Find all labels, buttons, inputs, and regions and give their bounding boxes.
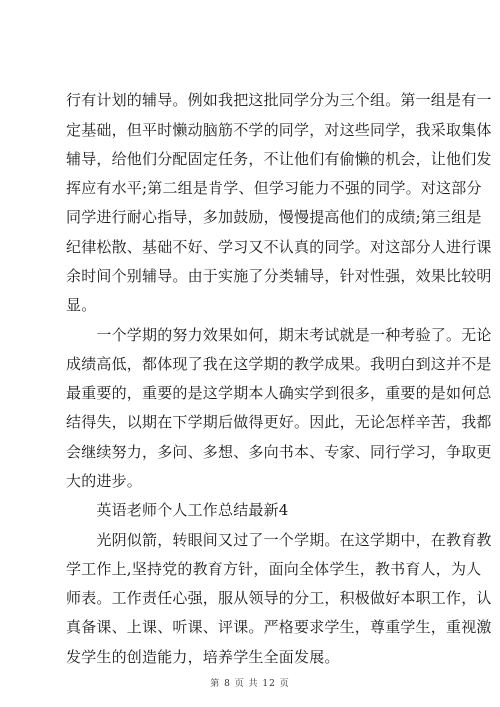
text-line: 定基础，但平时懒动脑筋不学的同学，对这些同学，我采取集体 bbox=[66, 121, 492, 139]
text-line: 大的进步。 bbox=[66, 472, 143, 490]
text-line: 行有计划的辅导。例如我把这批同学分为三个组。第一组是有一 bbox=[66, 91, 492, 109]
text-line: 纪律松散、基础不好、学习又不认真的同学。对这部分人进行课 bbox=[66, 238, 492, 256]
text-line: 同学进行耐心指导，多加鼓励，慢慢提高他们的成绩;第三组是 bbox=[66, 208, 482, 226]
text-line: 学工作上,坚持党的教育方针，面向全体学生，教书育人，为人 bbox=[66, 560, 482, 578]
text-line: 一个学期的努力效果如何，期末考试就是一种考验了。无论 bbox=[66, 326, 492, 344]
text-line: 挥应有水平;第二组是肯学、但学习能力不强的同学。对这部分 bbox=[66, 179, 482, 197]
text-line: 发学生的创造能力，培养学生全面发展。 bbox=[66, 648, 340, 666]
text-line: 显。 bbox=[66, 296, 97, 314]
text-line: 师表。工作责任心强，服从领导的分工，积极做好本职工作，认 bbox=[66, 589, 492, 607]
text-line: 余时间个别辅导。由于实施了分类辅导，针对性强，效果比较明 bbox=[66, 267, 492, 285]
text-line: 光阴似箭，转眼间又过了一个学期。在这学期中，在教育教 bbox=[66, 531, 492, 549]
text-line: 辅导，给他们分配固定任务，不让他们有偷懒的机会，让他们发 bbox=[66, 150, 492, 168]
section-heading: 英语老师个人工作总结最新4 bbox=[66, 501, 289, 519]
text-line: 成绩高低，都体现了我在这学期的教学成果。我明白到这并不是 bbox=[66, 355, 492, 373]
text-line: 会继续努力，多问、多想、多向书本、专家、同行学习，争取更 bbox=[66, 443, 492, 461]
page-footer: 第 8 页 共 12 页 bbox=[210, 679, 290, 689]
text-line: 真备课、上课、听课、评课。严格要求学生，尊重学生，重视激 bbox=[66, 618, 492, 636]
text-line: 结得失，以期在下学期后做得更好。因此，无论怎样辛苦，我都 bbox=[66, 413, 492, 431]
text-line: 最重要的，重要的是这学期本人确实学到很多，重要的是如何总 bbox=[66, 384, 492, 402]
